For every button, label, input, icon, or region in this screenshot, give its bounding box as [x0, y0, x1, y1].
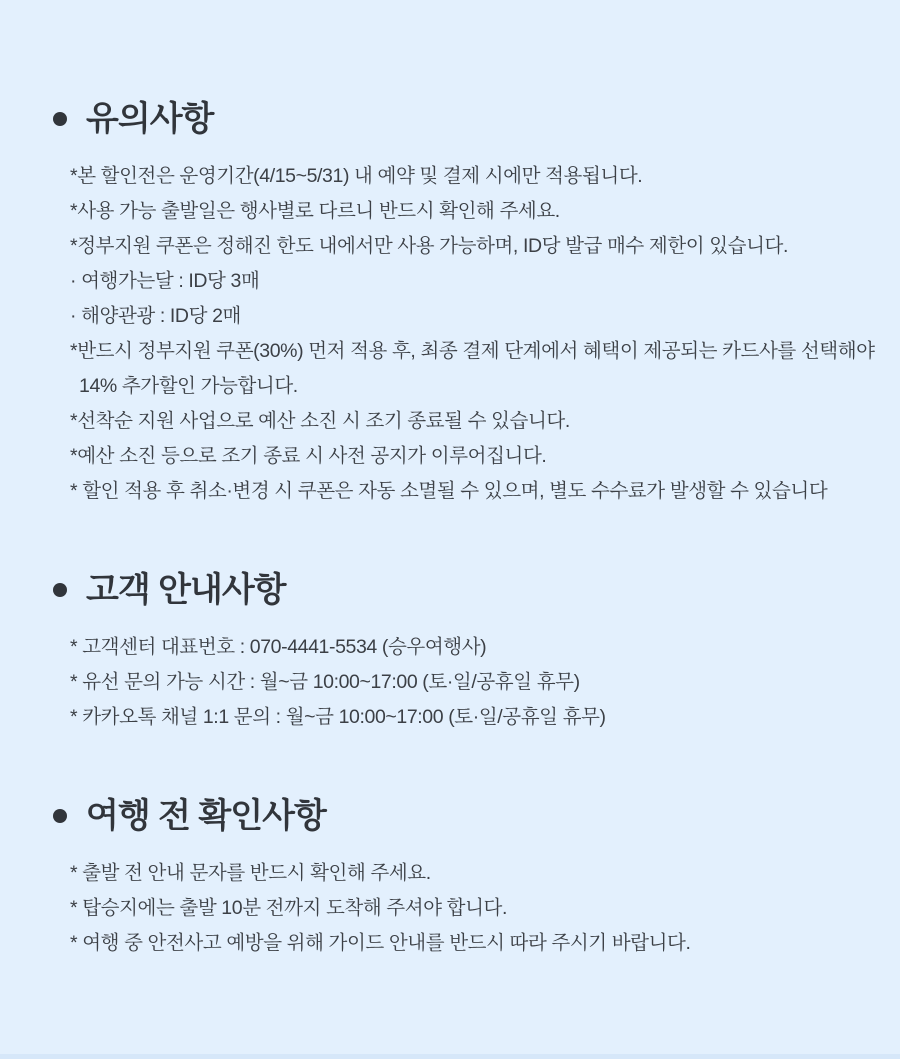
notice-line: * 유선 문의 가능 시간 : 월~금 10:00~17:00 (토·일/공휴일 휴무) — [70, 671, 580, 693]
notice-list — [70, 159, 875, 509]
section-bullet-icon — [53, 583, 67, 597]
section-precautions — [53, 98, 875, 509]
notice-line: *사용 가능 출발일은 행사별로 다르니 반드시 확인해 주세요. — [70, 200, 560, 222]
notice-list — [70, 856, 870, 961]
notice-list — [70, 630, 870, 735]
notice-line: * 할인 적용 후 취소·변경 시 쿠폰은 자동 소멸될 수 있으며, 별도 수수료가 발생할 수 있습니다 — [70, 480, 828, 502]
notice-subline: · 해양관광 : ID당 2매 — [70, 305, 241, 327]
notice-line: *본 할인전은 운영기간(4/15~5/31) 내 예약 및 결제 시에만 적용됩니다. — [70, 165, 643, 187]
notice-line: * 출발 전 안내 문자를 반드시 확인해 주세요. — [70, 862, 431, 884]
notice-line: *반드시 정부지원 쿠폰(30%) 먼저 적용 후, 최종 결제 단계에서 혜택이 제공되는 카드사를 선택해야 — [70, 340, 875, 362]
notice-line: *예산 소진 등으로 조기 종료 시 사전 공지가 이루어집니다. — [70, 445, 547, 467]
notice-line: * 카카오톡 채널 1:1 문의 : 월~금 10:00~17:00 (토·일/공휴일 휴무) — [70, 706, 606, 728]
section-bullet-icon — [53, 809, 67, 823]
section-title: 여행 전 확인사항 — [86, 797, 326, 835]
notice-line: * 탑승지에는 출발 10분 전까지 도착해 주셔야 합니다. — [70, 897, 507, 919]
section-header — [53, 569, 870, 611]
section-header — [53, 98, 870, 140]
section-bullet-icon — [53, 112, 67, 126]
notice-line: * 여행 중 안전사고 예방을 위해 가이드 안내를 반드시 따라 주시기 바랍니다. — [70, 932, 691, 954]
notice-subline: · 여행가는달 : ID당 3매 — [70, 270, 260, 292]
section-title: 고객 안내사항 — [86, 571, 286, 609]
notice-line-continuation: 14% 추가할인 가능합니다. — [79, 375, 298, 397]
section-pretravel-checklist — [53, 795, 870, 961]
notice-line: *정부지원 쿠폰은 정해진 한도 내에서만 사용 가능하며, ID당 발급 매수 제한이 있습니다. — [70, 235, 788, 257]
section-customer-info — [53, 569, 870, 735]
section-title: 유의사항 — [86, 100, 214, 138]
notice-line: * 고객센터 대표번호 : 070-4441-5534 (승우여행사) — [70, 636, 487, 658]
notice-line: *선착순 지원 사업으로 예산 소진 시 조기 종료될 수 있습니다. — [70, 410, 570, 432]
footer-strip — [0, 1054, 900, 1059]
section-header — [53, 795, 870, 837]
